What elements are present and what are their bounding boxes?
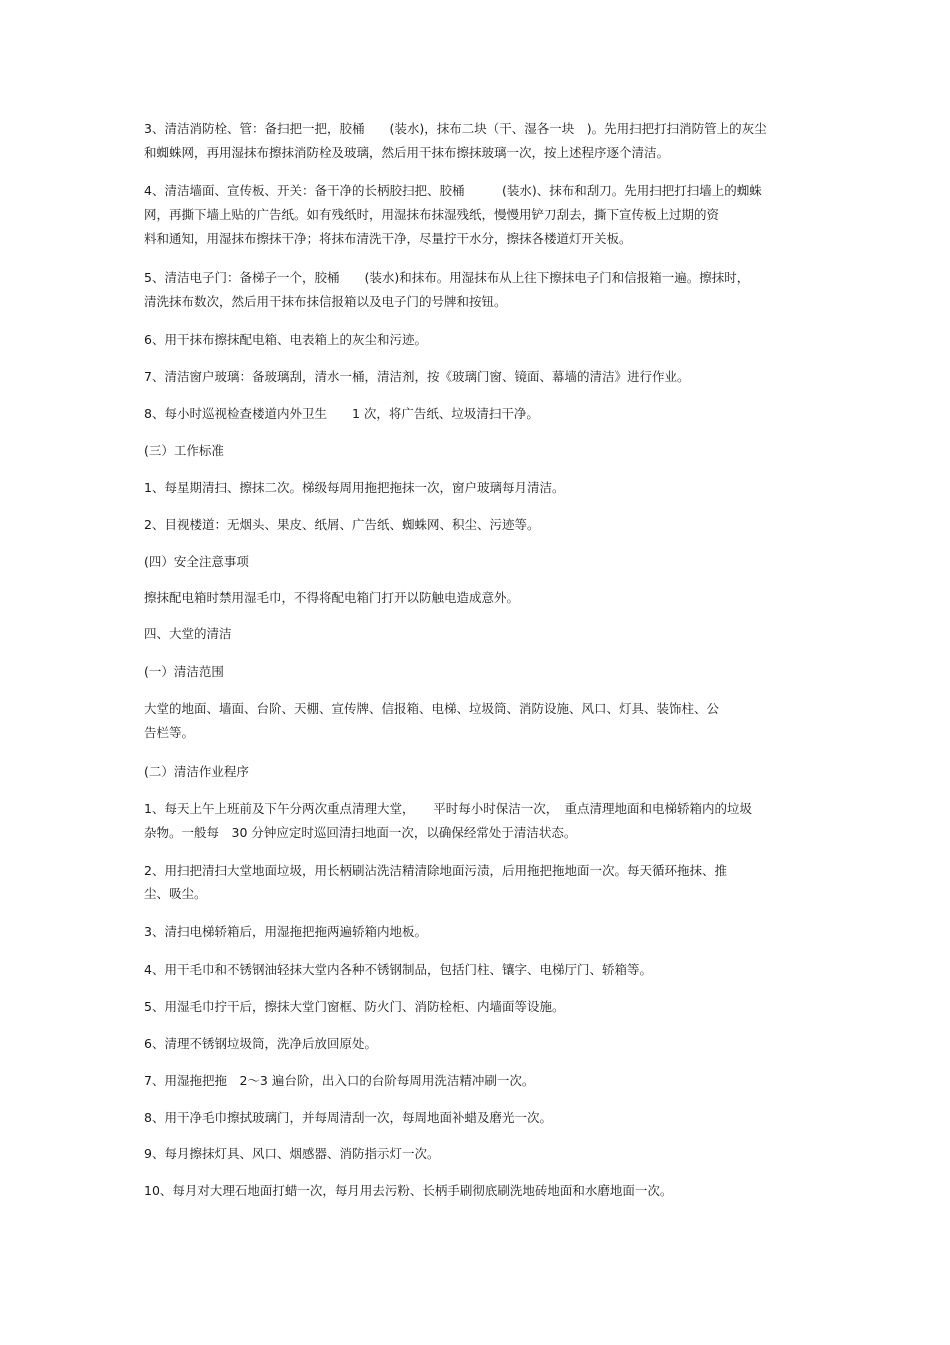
- text-line: 4、清洁墙面、宣传板、开关：备干净的长柄胶扫把、胶桶 (装水)、抹布和刮刀。先用扫把打扫墙上的蜘蛛: [144, 183, 762, 198]
- text-line: 杂物。一般每 30 分钟应定时巡回清扫地面一次，以确保经常处于清洁状态。: [144, 825, 577, 840]
- text-line: 2、用扫把清扫大堂地面垃圾，用长柄刷沾洗洁精清除地面污渍，后用拖把拖地面一次。每天循环拖抹、推: [144, 863, 727, 878]
- text-line: 3、清洁消防栓、管：备扫把一把，胶桶 (装水)，抹布二块（干、湿各一块 )。先用扫把打扫消防管上的灰尘: [144, 121, 767, 136]
- text-line: 6、用干抹布擦抹配电箱、电表箱上的灰尘和污迹。: [144, 332, 427, 347]
- section-heading: (三）工作标准: [144, 443, 224, 458]
- text-line: 和蜘蛛网，再用湿抹布擦抹消防栓及玻璃，然后用干抹布擦抹玻璃一次，按上述程序逐个清洁。: [144, 145, 670, 160]
- text-line: 8、用干净毛巾擦拭玻璃门，并每周清刮一次，每周地面补蜡及磨光一次。: [144, 1110, 552, 1125]
- text-line: 7、清洁窗户玻璃：备玻璃刮，清水一桶，清洁剂，按《玻璃门窗、镜面、幕墙的清洁》进行作业。: [144, 369, 690, 384]
- section-heading: (一）清洁范围: [144, 664, 224, 679]
- text-line: 4、用干毛巾和不锈钢油轻抹大堂内各种不锈钢制品，包括门柱、镶字、电梯厅门、轿箱等。: [144, 962, 652, 977]
- text-line: 9、每月擦抹灯具、风口、烟感器、消防指示灯一次。: [144, 1146, 440, 1161]
- text-line: 1、每星期清扫、擦抹二次。梯级每周用拖把拖抹一次，窗户玻璃每月清洁。: [144, 480, 565, 495]
- section-heading: (二）清洁作业程序: [144, 764, 249, 779]
- text-line: 擦抹配电箱时禁用湿毛巾，不得将配电箱门打开以防触电造成意外。: [144, 590, 520, 605]
- text-line: 大堂的地面、墙面、台阶、天棚、宣传牌、信报箱、电梯、垃圾筒、消防设施、风口、灯具、装饰柱、公: [144, 701, 720, 716]
- section-heading: 四、大堂的清洁: [144, 626, 232, 641]
- text-line: 清洗抹布数次，然后用干抹布抹信报箱以及电子门的号牌和按钮。: [144, 294, 507, 309]
- text-line: 8、每小时巡视检查楼道内外卫生 1 次，将广告纸、垃圾清扫干净。: [144, 406, 539, 421]
- text-line: 1、每天上午上班前及下午分两次重点清理大堂， 平时每小时保洁一次， 重点清理地面和电梯轿箱内的垃圾: [144, 801, 752, 816]
- text-line: 2、目视楼道：无烟头、果皮、纸屑、广告纸、蜘蛛网、积尘、污迹等。: [144, 517, 540, 532]
- section-heading: (四）安全注意事项: [144, 554, 249, 569]
- text-line: 尘、吸尘。: [144, 886, 207, 901]
- text-line: 3、清扫电梯轿箱后，用湿拖把拖两遍轿箱内地板。: [144, 924, 427, 939]
- text-line: 5、清洁电子门：备梯子一个，胶桶 (装水)和抹布。用湿抹布从上往下擦抹电子门和信报箱一遍。擦抹时，: [144, 270, 750, 285]
- text-line: 7、用湿拖把拖 2～3 遍台阶，出入口的台阶每周用洗洁精冲刷一次。: [144, 1073, 535, 1088]
- text-line: 告栏等。: [144, 725, 195, 740]
- text-line: 5、用湿毛巾拧干后，擦抹大堂门窗框、防火门、消防栓柜、内墙面等设施。: [144, 999, 565, 1014]
- text-line: 料和通知，用湿抹布擦抹干净；将抹布清洗干净，尽量拧干水分，擦抹各楼道灯开关板。: [144, 231, 632, 246]
- text-line: 网，再撕下墙上贴的广告纸。如有残纸时，用湿抹布抹湿残纸，慢慢用铲刀刮去，撕下宣传板上过期的资: [144, 207, 720, 222]
- text-line: 10、每月对大理石地面打蜡一次，每月用去污粉、长柄手刷彻底刷洗地砖地面和水磨地面一次。: [144, 1183, 673, 1198]
- text-line: 6、清理不锈钢垃圾筒，洗净后放回原处。: [144, 1036, 377, 1051]
